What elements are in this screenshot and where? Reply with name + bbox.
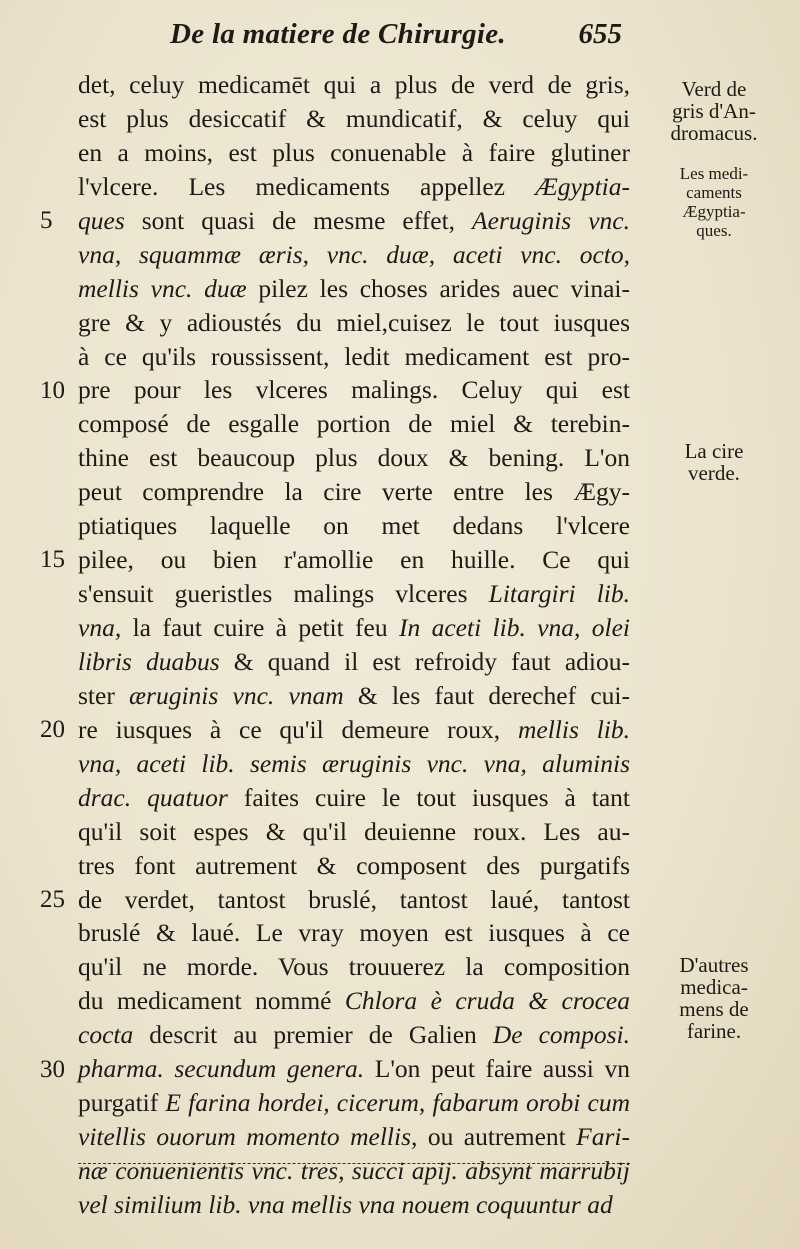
french-text: composé de esgalle portion de miel & terebin- <box>78 409 630 439</box>
margin-note-line: dromacus. <box>670 121 758 145</box>
text-line <box>78 1154 630 1188</box>
margin-note-line: gris d'An- <box>672 99 756 123</box>
french-text: L'on peut faire aussi vn <box>364 1054 631 1084</box>
french-text: qu'il ne morde. Vous trouuerez la composition <box>78 952 630 982</box>
french-text: s'ensuit gueristles malings vlceres <box>78 579 489 609</box>
margin-note <box>634 440 794 484</box>
french-text: purgatif <box>78 1088 166 1118</box>
french-text: & les faut derechef cui- <box>343 680 630 710</box>
line-number: 5 <box>40 207 53 234</box>
margin-note-line: La cire <box>684 439 744 463</box>
margin-note-line: Les medi- <box>679 164 749 183</box>
margin-note <box>634 164 794 240</box>
latin-text: cocta <box>78 1020 134 1050</box>
latin-text: drac. quatuor <box>78 782 228 812</box>
line-number: 25 <box>40 886 65 913</box>
latin-text: næ conuenientis vnc. tres, succi apij. absynt marrubij <box>78 1156 630 1185</box>
latin-text: De composi. <box>492 1020 630 1050</box>
french-text: pre pour les vlceres malings. Celuy qui est <box>78 375 630 405</box>
latin-text: Litargiri lib. <box>488 579 631 609</box>
text-line <box>78 747 630 781</box>
french-text: est plus desiccatif & mundicatif, & celuy qui <box>78 103 630 133</box>
text-line <box>78 340 630 374</box>
text-line <box>78 781 630 815</box>
line-number: 15 <box>40 546 65 573</box>
latin-text: mellis vnc. duæ <box>78 273 247 303</box>
french-text: de verdet, tantost bruslé, tantost laué, tantost <box>78 884 630 914</box>
text-line <box>78 577 630 611</box>
text-line <box>78 645 630 679</box>
french-text: ptiatiques laquelle on met dedans l'vlcere <box>78 511 630 541</box>
margin-note-line: caments <box>686 183 742 202</box>
french-text: pilez les choses arides auec vinai- <box>246 273 630 303</box>
text-line <box>78 441 630 475</box>
french-text: sont quasi de mesme effet, <box>124 205 473 235</box>
text-line <box>78 883 630 917</box>
line-number: 20 <box>40 716 65 743</box>
margin-note-line: farine. <box>686 1019 742 1043</box>
text-line <box>78 136 630 170</box>
text-line <box>78 509 630 543</box>
latin-text: E farina hordei, cicerum, fabarum orobi cum <box>165 1088 630 1118</box>
latin-text: vna, <box>78 613 122 642</box>
text-line <box>78 238 630 272</box>
latin-text: vna, aceti lib. semis æruginis vnc. vna, aluminis <box>78 748 630 778</box>
french-text: ou autrement <box>417 1122 577 1152</box>
text-line <box>78 475 630 509</box>
french-text: pilee, ou bien r'amollie en huille. Ce qui <box>78 545 630 575</box>
text-line <box>78 407 630 441</box>
text-line <box>78 849 630 883</box>
text-line <box>78 306 630 340</box>
latin-text: In aceti lib. vna, olei <box>399 613 630 642</box>
latin-text: ques <box>78 205 125 235</box>
margin-note-line: D'autres <box>679 953 749 977</box>
latin-text: æruginis vnc. vnam <box>129 680 344 710</box>
latin-text: Chlora è cruda & crocea <box>344 986 630 1016</box>
text-line <box>78 373 630 407</box>
page-header <box>170 18 630 58</box>
french-text: & quand il est refroidy faut adiou- <box>219 646 630 676</box>
french-text: la faut cuire à petit feu <box>121 613 399 642</box>
french-text: ster <box>78 680 130 710</box>
text-line <box>78 1120 630 1154</box>
french-text: re iusques à ce qu'il demeure roux, <box>78 714 518 744</box>
french-text: thine est beaucoup plus doux & bening. L'on <box>78 443 630 473</box>
latin-text: vel similium lib. vna mellis vna nouem coquuntur ad <box>78 1189 613 1219</box>
french-text: l'vlcere. Les medicaments appellez <box>78 171 536 201</box>
french-text: bruslé & laué. Le vray moyen est iusques à ce <box>78 918 630 948</box>
line-number: 30 <box>40 1056 65 1083</box>
french-text: du medicament nommé <box>78 986 345 1016</box>
text-line <box>78 611 630 645</box>
text-line <box>78 272 630 306</box>
latin-text: mellis lib. <box>517 714 630 744</box>
text-line <box>78 1188 630 1222</box>
margin-note-line: Ægyptia- <box>682 202 746 221</box>
bottom-rule <box>78 1163 630 1164</box>
margin-note <box>634 78 794 144</box>
margin-note-line: ques. <box>696 221 732 240</box>
text-line <box>78 170 630 204</box>
latin-text: Ægyptia- <box>535 171 630 201</box>
text-line <box>78 815 630 849</box>
french-text: qu'il soit espes & qu'il deuienne roux. Les au- <box>78 816 630 846</box>
french-text: gre & y adioustés du miel,cuisez le tout iusques <box>78 307 630 337</box>
text-line <box>78 1086 630 1120</box>
body-text <box>78 68 630 1222</box>
latin-text: vna, squammæ æris, vnc. duæ, aceti vnc. octo, <box>78 239 630 269</box>
latin-text: vitellis ouorum momento mellis, <box>78 1122 418 1152</box>
french-text: tres font autrement & composent des purgatifs <box>78 850 630 880</box>
margin-note-line: verde. <box>688 461 740 485</box>
french-text: à ce qu'ils roussissent, ledit medicament est pro- <box>78 341 630 371</box>
latin-text: Fari- <box>576 1122 630 1152</box>
french-text: peut comprendre la cire verte entre les Ægy- <box>78 477 630 507</box>
text-line <box>78 1018 630 1052</box>
line-number: 10 <box>40 377 65 404</box>
latin-text: libris duabus <box>78 646 220 676</box>
margin-note-line: mens de <box>679 997 749 1021</box>
text-line <box>78 68 630 102</box>
margin-note-line: medica- <box>680 975 748 999</box>
text-line <box>78 916 630 950</box>
latin-text: pharma. secundum genera. <box>78 1054 365 1084</box>
text-line <box>78 984 630 1018</box>
margin-note-line: Verd de <box>681 77 747 101</box>
margin-note <box>634 954 794 1042</box>
page-number: 655 <box>578 18 622 50</box>
french-text: descrit au premier de Galien <box>133 1020 493 1050</box>
text-line <box>78 679 630 713</box>
latin-text: Aeruginis vnc. <box>472 205 630 235</box>
text-line <box>78 204 630 238</box>
french-text: en a moins, est plus conuenable à faire glutiner <box>78 137 630 167</box>
text-line <box>78 1052 630 1086</box>
running-title: De la matiere de Chirurgie. <box>170 18 506 50</box>
french-text: det, celuy medicamēt qui a plus de verd de gris, <box>78 70 630 99</box>
text-line <box>78 713 630 747</box>
text-line <box>78 102 630 136</box>
text-line <box>78 950 630 984</box>
french-text: faites cuire le tout iusques à tant <box>227 782 631 812</box>
text-line <box>78 543 630 577</box>
